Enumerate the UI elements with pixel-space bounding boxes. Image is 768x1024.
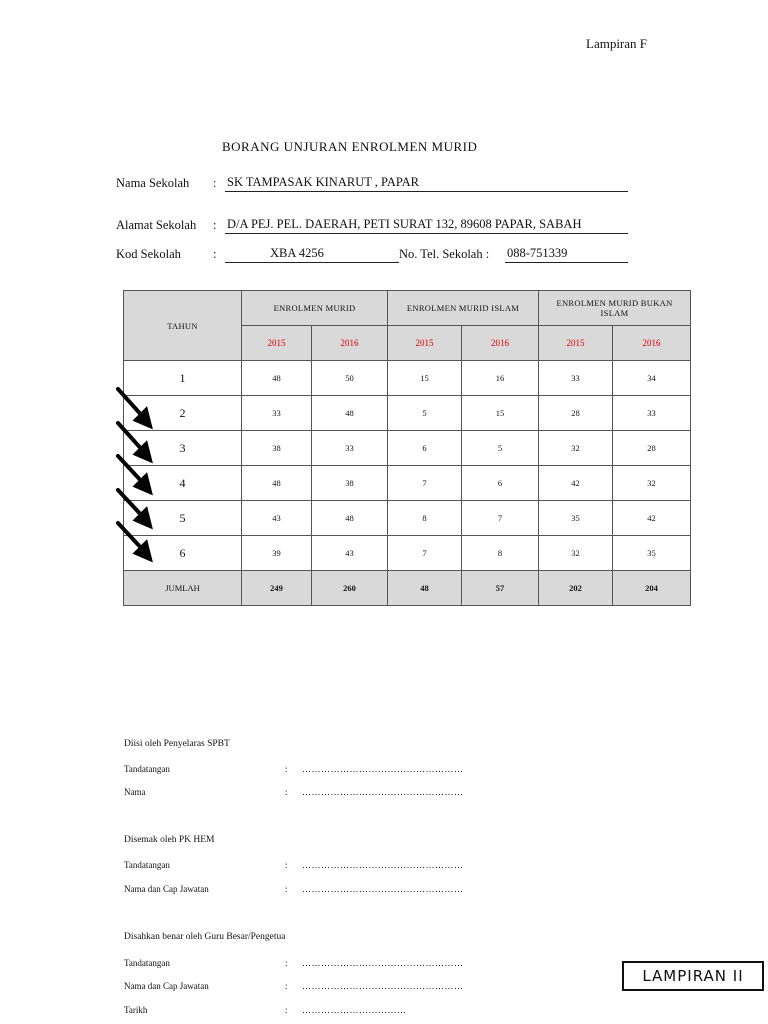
value-cell: 6 bbox=[462, 466, 539, 501]
value-cell: 28 bbox=[613, 431, 691, 466]
field-label: Nama dan Cap Jawatan bbox=[124, 884, 209, 894]
group-header-all: ENROLMEN MURID bbox=[242, 291, 388, 326]
value-cell: 7 bbox=[388, 536, 462, 571]
section-heading: Disemak oleh PK HEM bbox=[124, 835, 215, 845]
value-cell: 33 bbox=[539, 361, 613, 396]
grade-cell: 3 bbox=[124, 431, 242, 466]
colon: : bbox=[285, 764, 288, 774]
year-cell: 2015 bbox=[242, 326, 312, 361]
value-cell: 33 bbox=[242, 396, 312, 431]
year-cell: 2016 bbox=[312, 326, 388, 361]
school-name-field[interactable] bbox=[225, 175, 628, 192]
signature-line[interactable]: …………………………………………… bbox=[302, 764, 464, 774]
grade-cell: 6 bbox=[124, 536, 242, 571]
total-cell: 48 bbox=[388, 571, 462, 606]
colon: : bbox=[285, 958, 288, 968]
table-row bbox=[124, 396, 691, 431]
school-address-label: Alamat Sekolah bbox=[116, 218, 197, 232]
total-cell: 249 bbox=[242, 571, 312, 606]
value-cell: 33 bbox=[613, 396, 691, 431]
school-address-value: D/A PEJ. PEL. DAERAH, PETI SURAT 132, 89608 PAPAR, SABAH bbox=[227, 217, 582, 231]
school-address-field[interactable] bbox=[225, 217, 628, 234]
value-cell: 28 bbox=[539, 396, 613, 431]
colon: : bbox=[213, 247, 217, 261]
value-cell: 15 bbox=[462, 396, 539, 431]
total-cell: 202 bbox=[539, 571, 613, 606]
enrolment-table bbox=[123, 290, 691, 606]
value-cell: 34 bbox=[613, 361, 691, 396]
school-code-value: XBA 4256 bbox=[270, 246, 324, 260]
value-cell: 48 bbox=[312, 501, 388, 536]
value-cell: 8 bbox=[462, 536, 539, 571]
school-name-value: SK TAMPASAK KINARUT , PAPAR bbox=[227, 175, 420, 189]
year-cell: 2015 bbox=[388, 326, 462, 361]
grade-cell: 5 bbox=[124, 501, 242, 536]
table-row bbox=[124, 431, 691, 466]
year-cell: 2016 bbox=[462, 326, 539, 361]
value-cell: 38 bbox=[242, 431, 312, 466]
grade-cell: 2 bbox=[124, 396, 242, 431]
value-cell: 38 bbox=[312, 466, 388, 501]
section-heading: Disahkan benar oleh Guru Besar/Pengetua bbox=[124, 932, 286, 942]
value-cell: 48 bbox=[242, 466, 312, 501]
table-row bbox=[124, 536, 691, 571]
date-line[interactable]: …………………………… bbox=[302, 1005, 407, 1015]
value-cell: 7 bbox=[462, 501, 539, 536]
value-cell: 5 bbox=[462, 431, 539, 466]
value-cell: 50 bbox=[312, 361, 388, 396]
group-header-islam: ENROLMEN MURID ISLAM bbox=[388, 291, 539, 326]
value-cell: 42 bbox=[613, 501, 691, 536]
colon: : bbox=[285, 787, 288, 797]
colon: : bbox=[285, 884, 288, 894]
table-row bbox=[124, 466, 691, 501]
colon: : bbox=[285, 981, 288, 991]
section-heading: Diisi oleh Penyelaras SPBT bbox=[124, 739, 230, 749]
school-phone-field[interactable] bbox=[505, 246, 628, 263]
colon: : bbox=[213, 176, 217, 190]
value-cell: 32 bbox=[539, 431, 613, 466]
table-row bbox=[124, 501, 691, 536]
name-line[interactable]: …………………………………………… bbox=[302, 787, 464, 797]
value-cell: 15 bbox=[388, 361, 462, 396]
colon: : bbox=[213, 218, 217, 232]
total-cell: 204 bbox=[613, 571, 691, 606]
value-cell: 8 bbox=[388, 501, 462, 536]
value-cell: 48 bbox=[312, 396, 388, 431]
field-label: Tandatangan bbox=[124, 764, 170, 774]
grade-cell: 4 bbox=[124, 466, 242, 501]
value-cell: 35 bbox=[539, 501, 613, 536]
signature-line[interactable]: …………………………………………… bbox=[302, 958, 464, 968]
school-phone-label: No. Tel. Sekolah : bbox=[399, 247, 490, 261]
value-cell: 43 bbox=[312, 536, 388, 571]
field-label: Tandatangan bbox=[124, 860, 170, 870]
form-title: BORANG UNJURAN ENROLMEN MURID bbox=[222, 139, 478, 154]
field-label: Tarikh bbox=[124, 1005, 148, 1015]
year-header: TAHUN bbox=[124, 291, 242, 361]
colon: : bbox=[285, 860, 288, 870]
school-name-label: Nama Sekolah bbox=[116, 176, 190, 190]
value-cell: 48 bbox=[242, 361, 312, 396]
value-cell: 5 bbox=[388, 396, 462, 431]
table-row bbox=[124, 361, 691, 396]
field-label: Nama bbox=[124, 787, 146, 797]
value-cell: 7 bbox=[388, 466, 462, 501]
total-label: JUMLAH bbox=[124, 571, 242, 606]
value-cell: 33 bbox=[312, 431, 388, 466]
total-cell: 57 bbox=[462, 571, 539, 606]
name-stamp-line[interactable]: …………………………………………… bbox=[302, 981, 464, 991]
school-phone-value: 088-751339 bbox=[507, 246, 568, 260]
school-code-label: Kod Sekolah bbox=[116, 247, 181, 261]
colon: : bbox=[285, 1005, 288, 1015]
value-cell: 32 bbox=[613, 466, 691, 501]
group-header-non-islam: ENROLMEN MURID BUKAN ISLAM bbox=[539, 291, 691, 326]
year-cell: 2015 bbox=[539, 326, 613, 361]
value-cell: 16 bbox=[462, 361, 539, 396]
grade-cell: 1 bbox=[124, 361, 242, 396]
name-stamp-line[interactable]: …………………………………………… bbox=[302, 884, 464, 894]
school-code-field[interactable] bbox=[225, 246, 399, 263]
value-cell: 6 bbox=[388, 431, 462, 466]
year-cell: 2016 bbox=[613, 326, 691, 361]
attachment-label: Lampiran F bbox=[586, 36, 648, 51]
value-cell: 35 bbox=[613, 536, 691, 571]
field-label: Nama dan Cap Jawatan bbox=[124, 981, 209, 991]
value-cell: 32 bbox=[539, 536, 613, 571]
field-label: Tandatangan bbox=[124, 958, 170, 968]
total-row bbox=[124, 571, 691, 606]
value-cell: 43 bbox=[242, 501, 312, 536]
total-cell: 260 bbox=[312, 571, 388, 606]
signature-line[interactable]: …………………………………………… bbox=[302, 860, 464, 870]
value-cell: 39 bbox=[242, 536, 312, 571]
lampiran-stamp: LAMPIRAN II bbox=[622, 961, 764, 991]
value-cell: 42 bbox=[539, 466, 613, 501]
